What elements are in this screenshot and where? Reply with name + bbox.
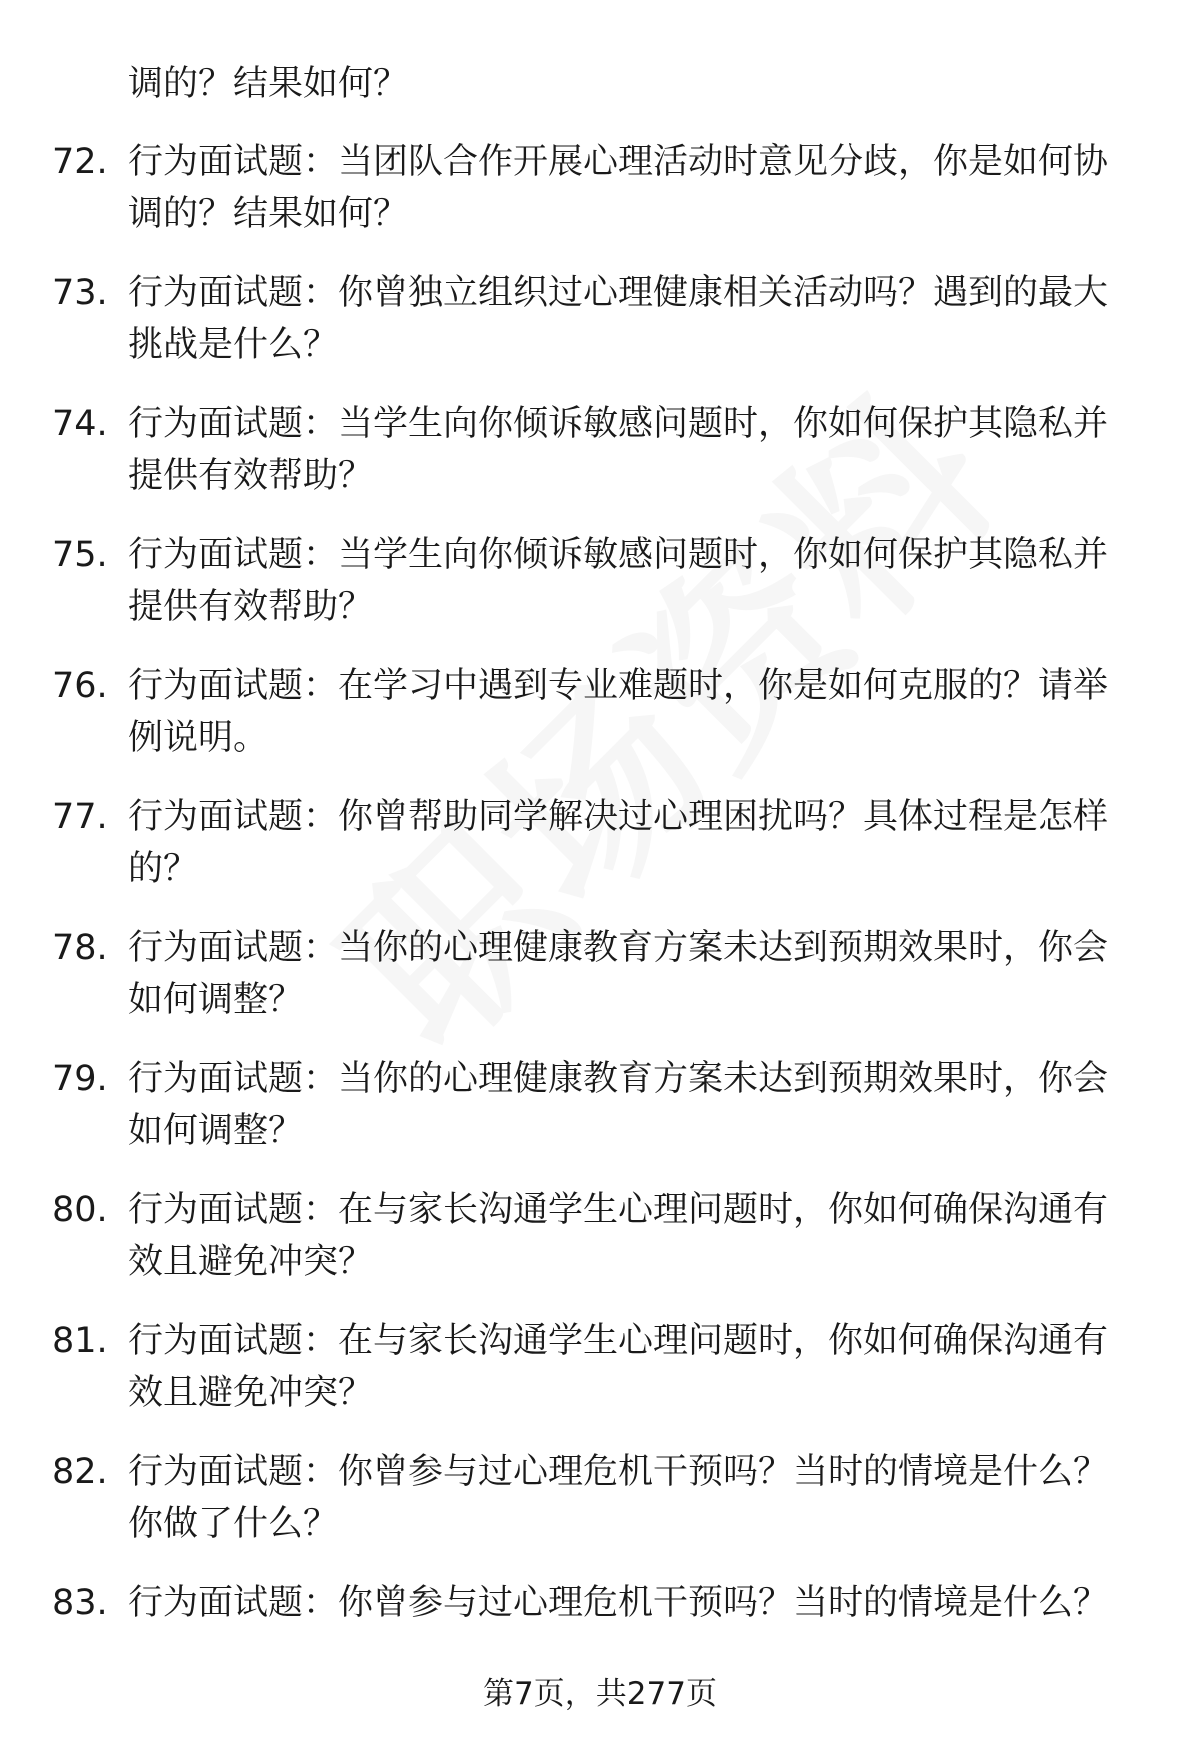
question-text-line: 你做了什么？ — [128, 1504, 339, 1544]
question-text-line: 如何调整？ — [128, 1111, 304, 1151]
question-text-line: 行为面试题：在与家长沟通学生心理问题时，你如何确保沟通有 — [128, 1190, 1109, 1230]
question-text-line: 行为面试题：当你的心理健康教育方案未达到预期效果时，你会 — [128, 928, 1109, 968]
question-text-line: 例说明。 — [128, 718, 269, 758]
question-item — [0, 791, 1200, 922]
question-number: 73. — [52, 273, 108, 313]
question-text — [128, 1184, 1138, 1288]
question-text-line: 提供有效帮助？ — [128, 456, 374, 496]
question-number: 74. — [52, 404, 108, 444]
question-item — [0, 1053, 1200, 1184]
question-number: 76. — [52, 666, 108, 706]
question-item — [0, 922, 1200, 1053]
question-text-line: 调的？结果如何？ — [128, 194, 409, 234]
question-item — [0, 267, 1200, 398]
question-text-line: 行为面试题：你曾参与过心理危机干预吗？当时的情境是什么？ — [128, 1583, 1109, 1623]
question-text-line: 挑战是什么？ — [128, 325, 339, 365]
question-number: 72. — [52, 142, 108, 182]
question-text — [128, 1053, 1138, 1157]
question-text — [128, 922, 1138, 1026]
question-number: 83. — [52, 1583, 108, 1623]
question-text-line: 行为面试题：在与家长沟通学生心理问题时，你如何确保沟通有 — [128, 1321, 1109, 1361]
question-text — [128, 398, 1138, 502]
question-text — [128, 267, 1138, 371]
question-text-line: 行为面试题：当学生向你倾诉敏感问题时，你如何保护其隐私并 — [128, 404, 1109, 444]
question-number: 81. — [52, 1321, 108, 1361]
question-text-line: 效且避免冲突？ — [128, 1242, 374, 1282]
question-number: 77. — [52, 797, 108, 837]
question-text-line: 行为面试题：在学习中遇到专业难题时，你是如何克服的？请举 — [128, 666, 1109, 706]
continuation-text: 调的？结果如何？ — [128, 64, 409, 104]
question-number: 78. — [52, 928, 108, 968]
question-item — [0, 1446, 1200, 1577]
question-list — [0, 136, 1200, 1708]
question-text — [128, 1577, 1138, 1629]
question-item — [0, 1315, 1200, 1446]
question-text-line: 行为面试题：你曾独立组织过心理健康相关活动吗？遇到的最大 — [128, 273, 1109, 313]
question-text-line: 行为面试题：当团队合作开展心理活动时意见分歧，你是如何协 — [128, 142, 1109, 182]
question-number: 82. — [52, 1452, 108, 1492]
question-text — [128, 791, 1138, 895]
question-text-line: 行为面试题：当学生向你倾诉敏感问题时，你如何保护其隐私并 — [128, 535, 1109, 575]
question-text-line: 的？ — [128, 849, 199, 889]
question-number: 79. — [52, 1059, 108, 1099]
question-number: 75. — [52, 535, 108, 575]
question-text-line: 行为面试题：当你的心理健康教育方案未达到预期效果时，你会 — [128, 1059, 1109, 1099]
page-footer: 第7页，共277页 — [483, 1676, 717, 1712]
question-text-line: 如何调整？ — [128, 980, 304, 1020]
question-item — [0, 660, 1200, 791]
question-number: 80. — [52, 1190, 108, 1230]
question-item — [0, 1184, 1200, 1315]
question-text-line: 行为面试题：你曾帮助同学解决过心理困扰吗？具体过程是怎样 — [128, 797, 1109, 837]
question-text — [128, 1315, 1138, 1419]
question-text-line: 提供有效帮助？ — [128, 587, 374, 627]
question-text — [128, 136, 1138, 240]
question-text — [128, 1446, 1138, 1550]
question-text-line: 行为面试题：你曾参与过心理危机干预吗？当时的情境是什么？ — [128, 1452, 1109, 1492]
question-item — [0, 529, 1200, 660]
question-text — [128, 660, 1138, 764]
question-item — [0, 398, 1200, 529]
question-text — [128, 529, 1138, 633]
question-text-line: 效且避免冲突？ — [128, 1373, 374, 1413]
question-item — [0, 136, 1200, 267]
